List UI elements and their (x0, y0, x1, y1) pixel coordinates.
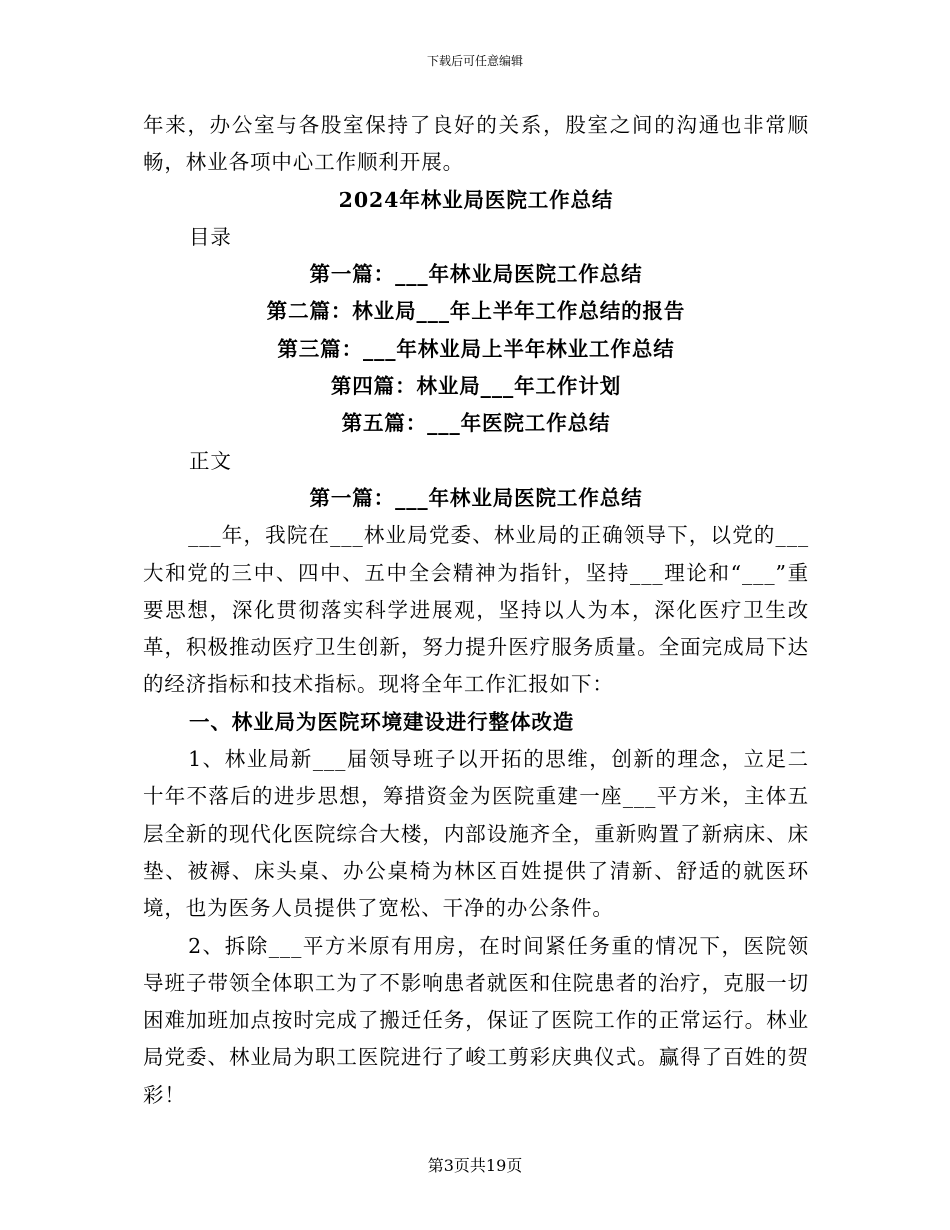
section-heading: 一、林业局为医院环境建设进行整体改造 (189, 709, 575, 734)
toc-item: 第三篇：___年林业局上半年林业工作总结 (277, 336, 675, 361)
section-title: 第一篇：___年林业局医院工作总结 (309, 485, 643, 510)
body-label: 正文 (189, 448, 232, 473)
toc-item: 第四篇：林业局___年工作计划 (330, 374, 622, 399)
document-body (143, 107, 809, 1114)
toc-item: 第二篇：林业局___年上半年工作总结的报告 (266, 299, 686, 324)
paragraph: 2、拆除___平方米原有用房，在时间紧任务重的情况下，医院领导班子带领全体职工为了不影响患者就医和住院患者的治疗，克服一切困难加班加点按时完成了搬迁任务，保证了医院工作的正常运行。林业局党委、林业局为职工医院进行了峻工剪彩庆典仪式。赢得了百姓的贺彩！ (143, 933, 809, 1107)
page-footer: 第3页共19页 (427, 1156, 523, 1175)
page-header: 下载后可任意编辑 (426, 54, 523, 68)
document-title: 2024年林业局医院工作总结 (338, 187, 614, 212)
toc-item: 第一篇：___年林业局医院工作总结 (309, 262, 643, 287)
toc-item: 第五篇：___年医院工作总结 (341, 411, 611, 436)
paragraph: 1、林业局新___届领导班子以开拓的思维，创新的理念，立足二十年不落后的进步思想，筹措资金为医院重建一座___平方米，主体五层全新的现代化医院综合大楼，内部设施齐全，重新购置了新病床、床垫、被褥、床头桌、办公桌椅为林区百姓提供了清新、舒适的就医环境，也为医务人员提供了宽松、干净的办公条件。 (143, 747, 809, 921)
intro-paragraph: 年来，办公室与各股室保持了良好的关系，股室之间的沟通也非常顺畅，林业各项中心工作顺利开展。 (143, 113, 809, 175)
paragraph: ___年，我院在___林业局党委、林业局的正确领导下，以党的___大和党的三中、四中、五中全会精神为指针，坚持___理论和“___”重要思想，深化贯彻落实科学进展观，坚持以人为本，深化医疗卫生改革，积极推动医疗卫生创新，努力提升医疗服务质量。全面完成局下达的经济指标和技术指标。现将全年工作汇报如下： (143, 523, 809, 697)
toc-label: 目录 (189, 224, 232, 249)
table-of-contents (143, 256, 809, 442)
